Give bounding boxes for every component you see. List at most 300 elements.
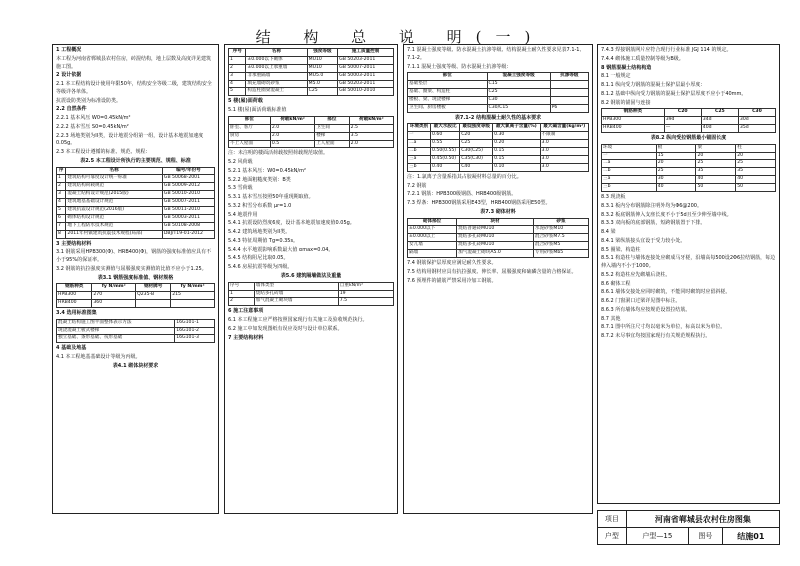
note-line: 5.2.2 地面粗糙度类别：B类 <box>228 176 291 183</box>
note-line: 5.3 雪荷载 <box>228 185 253 192</box>
header-cell: 混凝土强度等级 <box>487 73 550 81</box>
note-line: 7.4 钢筋保护层厚度应满足耐久性要求。 <box>407 260 497 266</box>
table-cell: 专用砂浆Mb5 <box>533 250 588 258</box>
table-cell: 混合砂浆M5 <box>533 242 588 250</box>
table-row <box>229 132 394 140</box>
table-row <box>602 125 776 133</box>
note-line: 5.2.1 基本风压：W0=0.45kN/m² <box>228 167 306 174</box>
note-line: 7.2 钢筋 <box>407 182 427 189</box>
table-cell: 隔墙 <box>408 250 457 258</box>
table-cell: 0.10 <box>493 163 540 171</box>
table-cell: 25 <box>736 160 776 168</box>
col4-paras <box>601 47 776 107</box>
note-line: 8.4.1 梁纵筋接头宜设于受力较小处。 <box>601 237 686 244</box>
table-header-row <box>408 73 589 81</box>
table-cell: 50 <box>736 184 776 192</box>
table-cell: 建筑结构可靠度设计统一标准 <box>66 175 162 183</box>
table-cell: 0.15 <box>493 148 540 156</box>
durability-rows <box>408 132 589 171</box>
table-row <box>602 117 776 125</box>
note-line: 8 钢筋混凝土结构构造 <box>601 64 652 71</box>
table-cell: 2 <box>229 298 255 306</box>
type-label: 户型 <box>598 528 627 545</box>
table-cell: 1 <box>229 290 255 298</box>
table-cell: C25 <box>487 89 550 97</box>
table-cell: 基础、圈梁、构造柱 <box>408 89 488 97</box>
table-cell: 0.40 <box>431 163 460 171</box>
header-cell: 块材 <box>457 218 534 226</box>
table-cell: 砌体结构设计规范 <box>66 214 162 222</box>
table-cell: 三b <box>602 184 657 192</box>
note-line: 8.6.1 墙体交接处应同时砌筑，不能同时砌筑时应留斜槎。 <box>601 289 731 296</box>
table-cell: C30/C15 <box>487 104 550 112</box>
header-cell: 最大氯离子含量(%) <box>493 124 540 132</box>
table-cell: 7 <box>57 222 66 230</box>
sheet-title: 结 构 总 说 明(一) <box>255 28 545 46</box>
table-cell: 25 <box>656 168 696 176</box>
table-cell: 16G101-3 <box>175 335 215 343</box>
header-cell: 最低强度等级 <box>460 124 493 132</box>
table-cell: 20 <box>696 152 736 160</box>
table-cell: 建筑地基基础设计规范 <box>66 199 162 207</box>
table-row <box>408 242 589 250</box>
table-cell: 360 <box>92 300 136 308</box>
table-row <box>57 230 215 238</box>
table-cell: MU5.0 <box>307 72 338 80</box>
table-cell: 3.0 <box>540 140 589 148</box>
table-cell: C40 <box>460 163 493 171</box>
note-line: 8.5 圈梁、构造柱 <box>601 246 641 253</box>
table-cell: 梁 <box>696 144 736 152</box>
table-caption: 表5.6 建筑隔墙做法及重量 <box>280 272 342 279</box>
table-cell: C30(C25) <box>460 148 493 156</box>
header-cell: C30 <box>738 109 775 117</box>
table-cell: 卫生间、厨房楼板 <box>408 104 488 112</box>
table-cell: 0.30 <box>493 132 540 140</box>
table-cell: 0.50(0.55) <box>431 148 460 156</box>
table-row <box>57 191 215 199</box>
table-cell: 厨房 <box>229 132 271 140</box>
table-cell: GB 50011-2010 <box>162 206 214 214</box>
table-row <box>408 140 589 148</box>
header-cell: fy N/mm² <box>171 284 215 292</box>
note-line: 8.1.1 纵向受力钢筋的混凝土保护层最小厚度： <box>601 82 706 88</box>
atlas-table <box>56 319 215 344</box>
note-line: 3.1 钢筋采用HPB300(Φ)、HRB400(Φ)，钢筋的强度标准值应具有不小于95%的保证率。 <box>56 249 212 264</box>
table-cell <box>136 300 171 308</box>
header-cell: 序 <box>57 167 66 175</box>
drawing-number: 结施01 <box>722 528 779 545</box>
table-cell: 1 <box>57 175 66 183</box>
table-cell: 烧结多孔砖MU10 <box>457 242 534 250</box>
standards-table <box>56 167 215 239</box>
table-cell: 三a <box>408 156 431 164</box>
header-cell: 荷载kN/m² <box>270 116 314 124</box>
table-cell: 一 <box>602 152 657 160</box>
table-cell: 三b <box>408 163 431 171</box>
table-cell: 建筑抗震设计规范(2016版) <box>66 206 162 214</box>
note-line: 5.4 地震作用 <box>228 211 258 218</box>
header-cell: 名称 <box>66 167 162 175</box>
table-cell: 0.45(0.50) <box>431 156 460 164</box>
type-value: 户型—15 <box>626 528 688 545</box>
table-cell: 2 <box>229 64 246 72</box>
table-cell: 构造柱圈梁混凝土 <box>246 88 307 96</box>
table-caption: 表3.1 钢筋强度标准值、钢材规格 <box>97 274 174 281</box>
note-line: 4.1 本工程地基基础设计等级为丙级。 <box>56 354 141 361</box>
table-cell: HPB300 <box>57 292 92 300</box>
table-caption: 表7.3 砌体材料 <box>480 208 516 215</box>
table-row <box>57 335 215 343</box>
table-cell: 二b <box>602 168 657 176</box>
table-cell: GB 50003-2011 <box>162 214 214 222</box>
table-cell: C25 <box>307 88 338 96</box>
header-cell: 钢筋种类 <box>602 109 665 117</box>
table-row <box>602 184 776 192</box>
table-cell: M5.0 <box>307 80 338 88</box>
table-caption: 表4.1 砌体块材要求 <box>112 362 159 369</box>
masonry-material-table <box>407 218 589 258</box>
notes-column-2 <box>224 44 398 514</box>
table-cell: 二a <box>408 140 431 148</box>
table-row <box>408 226 589 234</box>
table-cell: 0.55 <box>431 140 460 148</box>
col3-paras <box>407 47 589 71</box>
note-line: 8.7.2 未尽事宜均按国家现行有关规范规程执行。 <box>601 333 711 340</box>
table-cell: 1 <box>229 56 246 64</box>
table-cell: C20 <box>460 132 493 140</box>
table-cell: C35(C30) <box>460 156 493 164</box>
note-line: 5.4.1 抗震设防烈度6度，设计基本地震加速度值0.05g。 <box>228 220 355 227</box>
table-cell: 20 <box>736 152 776 160</box>
table-cell: 建筑结构荷载规范 <box>66 183 162 191</box>
table-cell: HRB400 <box>57 300 92 308</box>
project-label: 项目 <box>598 511 627 528</box>
note-line: 8.5.1 构造柱与墙体连接处应砌成马牙槎，沿墙高每500设2Φ6拉结钢筋，每边伸入墙内不小于1000。 <box>601 255 776 270</box>
col3-paras3 <box>407 260 589 285</box>
table-cell: 40 <box>656 184 696 192</box>
wall-weight-rows <box>229 282 394 306</box>
table-cell: GB 50108-2008 <box>162 222 214 230</box>
table-row <box>229 290 394 298</box>
table-cell: 2011年村镇建筑抗震技术规程(局部) <box>66 230 162 238</box>
table-cell: 270 <box>92 292 136 300</box>
table-cell: Q235-B <box>136 292 171 300</box>
table-cell: C25 <box>460 140 493 148</box>
table-cell: 15 <box>656 152 696 160</box>
table-header-row <box>57 167 215 175</box>
note-line: 8.7.1 图中所注尺寸均以毫米为单位，标高以米为单位。 <box>601 324 726 331</box>
table-cell: 3 <box>229 72 246 80</box>
note-line: 7.5 结构用钢材应具有抗拉强度、伸长率、屈服强度和硫磷含量的合格保证。 <box>407 268 577 275</box>
header-cell: C20 <box>664 109 701 117</box>
note-line: 8.3.2 板底钢筋伸入支座长度不小于5d且至少伸至墙中线。 <box>601 211 732 218</box>
table-cell: 烧结多孔砖MU10 <box>457 234 534 242</box>
concrete-grade-table <box>407 72 589 112</box>
rebar-rows <box>57 292 215 308</box>
anchorage-rows <box>602 117 776 133</box>
note-line: 2.3 本工程设计遵循的标准、规范、规程： <box>56 149 151 155</box>
table-cell: 地下工程防水技术规范 <box>66 222 162 230</box>
table-cell: 5 <box>57 206 66 214</box>
table-cell: 5 <box>229 88 246 96</box>
table-row <box>408 234 589 242</box>
table-caption: 表2.5 本工程设计所执行的主要规范、规程、标准 <box>80 157 191 164</box>
table-cell: 2.5 <box>349 124 393 132</box>
table-cell: 50 <box>696 184 736 192</box>
note-line: 4 基础及地基 <box>56 345 87 352</box>
table-cell: 二a <box>602 160 657 168</box>
note-line: 5.1 楼(屋)面活荷载标准值 <box>228 107 287 114</box>
table-cell: 2.0 <box>349 140 393 148</box>
cover-table <box>601 144 776 192</box>
note-line: 3.2 钢筋的抗拉强度实测值与屈服强度实测值的比值不应小于1.25。 <box>56 265 207 272</box>
table-cell: 一 <box>408 132 431 140</box>
header-cell: 抗渗等级 <box>550 73 588 81</box>
durability-table <box>407 123 589 171</box>
header-cell: 钢材牌号 <box>136 284 171 292</box>
note-line: 8.2 钢筋的锚固与连接 <box>601 99 651 106</box>
col1-paras <box>56 47 215 157</box>
table-cell: 0.5 <box>270 140 314 148</box>
table-row <box>57 214 215 222</box>
table-cell: 2.0 <box>270 124 314 132</box>
table-cell: ±0.000以上 <box>408 234 457 242</box>
live-load-rows <box>229 124 394 148</box>
table-cell: C15 <box>487 81 550 89</box>
table-cell <box>550 89 588 97</box>
concrete-grade-rows <box>408 81 589 113</box>
note-line: 5.3.2 积雪分布系数 μr=1.0 <box>228 202 292 209</box>
table-cell: 环境 <box>602 144 657 152</box>
table-cell: HPB300 <box>602 117 665 125</box>
table-cell: 40d <box>701 125 738 133</box>
drawing-no-label: 图号 <box>688 528 722 545</box>
table-cell: 3.5 <box>349 132 393 140</box>
table-cell: P6 <box>550 104 588 112</box>
table-cell: 加气混凝土砌块墙 <box>254 298 338 306</box>
table-cell: 39d <box>664 117 701 125</box>
table-cell: 混凝土结构设计规范(2015版) <box>66 191 162 199</box>
table-header-row <box>602 109 776 117</box>
note-line: 7.4.3 焊接钢筋网片应符合现行行业标准 JGJ 114 的规定。 <box>601 47 732 53</box>
header-cell: 部位 <box>315 116 349 124</box>
note-line: 注：1.氯离子含量系指其占胶凝材料总量的百分比。 <box>407 173 522 180</box>
table-row <box>408 132 589 140</box>
table-cell: 墙体类型 <box>254 282 338 290</box>
note-line: 2.2.2 基本雪压 S0=0.45kN/m² <box>56 123 129 130</box>
header-cell: 强度等级 <box>307 49 338 57</box>
table-cell: 4 <box>57 199 66 207</box>
notes-column-4 <box>597 44 780 504</box>
header-cell: 序号 <box>229 49 246 57</box>
note-line: 2.2.1 基本风压 W0=0.45kN/m² <box>56 115 131 121</box>
note-line: 5.3.1 基本雪压按照50年重现期取值。 <box>228 194 314 201</box>
table-row <box>408 163 589 171</box>
table-row <box>408 148 589 156</box>
note-line: 5 楼(屋)面荷载 <box>228 98 263 105</box>
table-cell: 34d <box>701 117 738 125</box>
notes-column-1 <box>52 44 219 514</box>
note-line: 5.2 风荷载 <box>228 159 253 166</box>
note-line: 7.1.1 混凝土强度等级、防水混凝土抗渗等级： <box>407 63 512 70</box>
header-cell: 环境类别 <box>408 124 431 132</box>
col2-paras2 <box>228 150 394 272</box>
table-cell: 3.0 <box>540 163 589 171</box>
table-cell: 19 <box>338 290 393 298</box>
table-row <box>57 175 215 183</box>
note-line: 8.6 砌体工程 <box>601 280 631 287</box>
table-row <box>602 176 776 184</box>
table-row <box>408 250 589 258</box>
table-cell: GB 50068-2001 <box>162 175 214 183</box>
table-cell: 4 <box>229 80 246 88</box>
table-cell: 板 <box>656 144 696 152</box>
note-line: 8.7 其他 <box>601 315 621 322</box>
atlas-rows <box>57 319 215 343</box>
table-row <box>602 152 776 160</box>
table-header-row <box>57 284 215 292</box>
table-cell: 2 <box>57 183 66 191</box>
table-cell: MU10 <box>307 56 338 64</box>
table-cell: 现浇混凝土板式楼梯 <box>57 327 175 335</box>
table-row <box>408 81 589 89</box>
table-cell: 3.0 <box>540 148 589 156</box>
note-line: 6.2 施工中如发现图纸有误应及时与设计单位联系。 <box>228 325 343 332</box>
table-cell: 40 <box>736 176 776 184</box>
table-cell: 三a <box>602 176 657 184</box>
table-row <box>57 199 215 207</box>
note-line: 2.2 自然条件 <box>56 106 87 113</box>
table-cell: 不限制 <box>540 132 589 140</box>
note-line: 7.6 预埋件的锚筋严禁采用冷加工钢筋。 <box>407 277 497 284</box>
masonry-material-rows <box>408 226 589 258</box>
table-cell: 2.0 <box>270 132 314 140</box>
table-cell: 不上人屋面 <box>229 140 271 148</box>
table-cell: 卫生间 <box>315 124 349 132</box>
header-cell: 部位 <box>408 73 488 81</box>
table-cell: GB 50010-2010 <box>338 88 394 96</box>
note-line: 8.6.3 所有墙体均应按规范设置拉结筋。 <box>601 306 691 313</box>
header-cell: 编号/年份号 <box>162 167 214 175</box>
table-cell <box>550 81 588 89</box>
note-line: 7.3 焊条：HPB300钢筋采用E43型，HRB400钢筋采用E50型。 <box>407 200 551 207</box>
note-line: 5.4.3 特征周期值 Tg=0.35s。 <box>228 237 299 244</box>
wall-weight-table <box>228 282 394 307</box>
table-row <box>229 64 394 72</box>
table-cell: 混合砂浆M7.5 <box>533 234 588 242</box>
col3-paras2 <box>407 174 589 208</box>
table-cell: 烧结多孔砖墙 <box>254 290 338 298</box>
table-cell: HRB400 <box>602 125 665 133</box>
table-cell: 自重kN/m³ <box>338 282 393 290</box>
table-cell: 16G101-2 <box>175 327 215 335</box>
table-caption: 表8.2 纵向受拉钢筋最小锚固长度 <box>650 134 727 141</box>
table-cell: 混凝土结构施工图平面整体表示方法 <box>57 319 175 327</box>
note-line: 3 主要结构材料 <box>56 240 92 247</box>
table-cell: 烧结普通砖MU10 <box>457 226 534 234</box>
table-caption: 表7.1-2 结构混凝土耐久性的基本要求 <box>454 114 542 121</box>
standards-rows <box>57 175 215 238</box>
table-cell: — <box>664 125 701 133</box>
note-line: 8.4 梁 <box>601 229 616 236</box>
header-cell: C25 <box>701 109 738 117</box>
table-row <box>408 96 589 104</box>
table-cell: 卧室、客厅 <box>229 124 271 132</box>
table-cell: 30d <box>738 117 775 125</box>
table-cell: 20 <box>656 160 696 168</box>
table-row <box>57 222 215 230</box>
table-row <box>57 327 215 335</box>
notes-column-3 <box>403 44 593 514</box>
header-cell: 荷载kN/m² <box>349 116 393 124</box>
table-cell: 序号 <box>229 282 255 290</box>
table-row <box>229 88 394 96</box>
table-row <box>229 282 394 290</box>
table-cell: 基础垫层 <box>408 81 488 89</box>
table-cell: GB 50203-2011 <box>338 80 394 88</box>
note-line: 7.4.4 砌体施工质量控制等级为B级。 <box>601 55 684 62</box>
table-cell: 8 <box>57 230 66 238</box>
header-cell: 砂浆 <box>533 218 588 226</box>
table-cell: 柱 <box>736 144 776 152</box>
table-cell: GB 50003-2011 <box>338 72 394 80</box>
note-line: 7.1 混凝土强度等级、防水混凝土抗渗等级、结构混凝土耐久性要求见表7.1-1、7.1-2。 <box>407 47 585 61</box>
table-cell: 填充墙砌筑砂浆 <box>246 80 307 88</box>
table-cell: ±0.000以上承重墙 <box>246 64 307 72</box>
note-line: 7 主要结构材料 <box>228 334 264 341</box>
note-line: 7.2.1 钢筋：HPB300级钢筋、HRB400级钢筋。 <box>407 191 517 198</box>
col4-paras2 <box>601 194 776 341</box>
note-line: 2.2.3 场地类别为II类，设计地震分组第一组，设计基本地震加速度0.05g。 <box>56 132 204 147</box>
table-cell: C30 <box>487 96 550 104</box>
table-header-row <box>229 49 394 57</box>
table-cell: 加气混凝土砌块A5.0 <box>457 250 534 258</box>
note-line: 8.3 现浇板 <box>601 194 626 201</box>
table-row <box>229 140 394 148</box>
table-row <box>229 80 394 88</box>
note-line: 6.1 本工程施工应严格按照国家现行有关施工及验收规范执行。 <box>228 317 368 324</box>
table-row <box>229 56 394 64</box>
project-name: 河南省郸城县农村住房图集 <box>626 511 779 528</box>
table-row <box>229 298 394 306</box>
table-cell: 独立基础、条形基础、筏形基础 <box>57 335 175 343</box>
note-line: 5.4.4 水平地震影响系数最大值 αmax=0.04。 <box>228 246 334 253</box>
note-line: 2.1 本工程结构设计使用年限50年，结构安全等级二级，建筑结构安全等级详各单体。 <box>56 81 212 95</box>
note-line: 5.4.6 房屋抗震等级为四级。 <box>228 264 293 271</box>
note-line: 抗震设防类别为标准设防类。 <box>56 97 122 104</box>
table-cell <box>550 96 588 104</box>
table-cell: 0.60 <box>431 132 460 140</box>
table-cell: 215 <box>171 292 215 300</box>
table-cell: 3 <box>57 191 66 199</box>
table-cell: 楼梯 <box>315 132 349 140</box>
table-row <box>408 104 589 112</box>
table-cell: 上人屋面 <box>315 140 349 148</box>
anchorage-table <box>601 108 776 133</box>
table-cell <box>171 300 215 308</box>
table-row <box>229 72 394 80</box>
note-line: 8.1.2 基础中纵向受力钢筋的混凝土保护层厚度不应小于40mm。 <box>601 90 747 97</box>
table-cell: ±0.000以下 <box>408 226 457 234</box>
table-row <box>229 124 394 132</box>
note-line: 8.5.2 构造柱应先砌墙后浇柱。 <box>601 271 671 278</box>
header-cell: 钢筋种类 <box>57 284 92 292</box>
table-cell: 35 <box>696 168 736 176</box>
note-line: 8.6.2 门窗洞口过梁详见图中标注。 <box>601 298 681 305</box>
note-line: 8.1 一般规定 <box>601 73 631 80</box>
table-row <box>602 168 776 176</box>
